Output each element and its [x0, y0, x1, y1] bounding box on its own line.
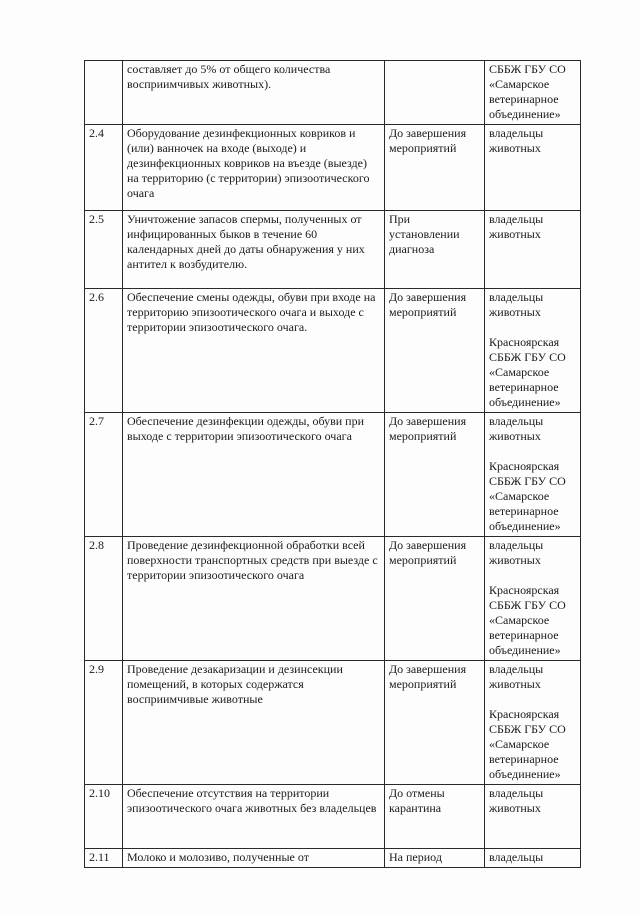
row-term: До завершения мероприятий	[385, 413, 485, 537]
row-term: До отмены карантина	[385, 785, 485, 849]
table-row	[85, 785, 581, 849]
action-text: составляет до 5% от общего количества восприимчивых животных).	[127, 62, 331, 91]
responsible-line: ветеринарное	[489, 752, 559, 766]
responsible-line: владельцы	[489, 126, 544, 140]
responsible-gap	[489, 692, 576, 707]
row-action	[123, 211, 385, 289]
row-number: 2.6	[85, 289, 123, 413]
table-row	[85, 289, 581, 413]
responsible-line: объединение»	[489, 767, 561, 781]
measures-table	[84, 60, 581, 868]
responsible-line: Красноярская	[489, 583, 560, 597]
table-body	[85, 61, 581, 868]
responsible-line: владельцы	[489, 850, 544, 864]
responsible-line: животных	[489, 227, 541, 241]
responsible-line: владельцы	[489, 786, 544, 800]
row-number: 2.7	[85, 413, 123, 537]
responsible-line: СББЖ ГБУ СО	[489, 350, 566, 364]
responsible-line: ветеринарное	[489, 628, 559, 642]
table-row	[85, 61, 581, 125]
row-action	[123, 61, 385, 125]
row-responsible	[485, 661, 581, 785]
row-action	[123, 125, 385, 211]
row-term: До завершения мероприятий	[385, 125, 485, 211]
action-text: Обеспечение отсутствия на территории эпизоотического очага животных без владельцев	[127, 786, 377, 815]
row-term: До завершения мероприятий	[385, 289, 485, 413]
responsible-line: объединение»	[489, 643, 561, 657]
table-row	[85, 413, 581, 537]
row-responsible	[485, 289, 581, 413]
row-responsible	[485, 849, 581, 868]
responsible-gap	[489, 568, 576, 583]
responsible-line: владельцы	[489, 414, 544, 428]
responsible-line: «Самарское	[489, 365, 550, 379]
action-text: Оборудование дезинфекционных ковриков и (или) ванночек на входе (выходе) и дезинфекционных ковриков на въезде (выезде) на территорию (с территории) эпизоотического очага	[127, 126, 370, 200]
row-number: 2.10	[85, 785, 123, 849]
table-row	[85, 537, 581, 661]
row-number: 2.8	[85, 537, 123, 661]
row-responsible	[485, 785, 581, 849]
row-number: 2.9	[85, 661, 123, 785]
row-action	[123, 785, 385, 849]
row-action	[123, 413, 385, 537]
action-text: Проведение дезакаризации и дезинсекции помещений, в которых содержатся восприимчивые животные	[127, 662, 343, 706]
responsible-line: Красноярская	[489, 459, 560, 473]
responsible-line: СББЖ ГБУ СО	[489, 474, 566, 488]
row-term: При установлении диагноза	[385, 211, 485, 289]
row-responsible	[485, 211, 581, 289]
row-action	[123, 661, 385, 785]
row-action	[123, 289, 385, 413]
responsible-line: СББЖ ГБУ СО	[489, 598, 566, 612]
action-text: Уничтожение запасов спермы, полученных от инфицированных быков в течение 60 календарных дней до даты обнаружения у них антител к возбудителю.	[127, 212, 365, 271]
responsible-line: «Самарское	[489, 737, 550, 751]
action-text: Обеспечение дезинфекции одежды, обуви при выходе с территории эпизоотического очага	[127, 414, 365, 443]
row-responsible	[485, 125, 581, 211]
row-responsible	[485, 61, 581, 125]
responsible-line: владельцы	[489, 538, 544, 552]
row-responsible	[485, 413, 581, 537]
responsible-line: животных	[489, 677, 541, 691]
responsible-gap	[489, 444, 576, 459]
responsible-line: животных	[489, 429, 541, 443]
row-action	[123, 849, 385, 868]
row-number	[85, 61, 123, 125]
responsible-line: СББЖ ГБУ СО	[489, 62, 566, 76]
responsible-line: объединение»	[489, 107, 561, 121]
responsible-gap	[489, 320, 576, 335]
responsible-line: «Самарское	[489, 613, 550, 627]
row-term: До завершения мероприятий	[385, 537, 485, 661]
row-responsible	[485, 537, 581, 661]
row-term: До завершения мероприятий	[385, 661, 485, 785]
row-number: 2.11	[85, 849, 123, 868]
responsible-line: ветеринарное	[489, 380, 559, 394]
row-term: На период	[385, 849, 485, 868]
responsible-line: Красноярская	[489, 707, 560, 721]
responsible-line: объединение»	[489, 519, 561, 533]
responsible-line: ветеринарное	[489, 92, 559, 106]
row-number: 2.5	[85, 211, 123, 289]
table-row	[85, 211, 581, 289]
responsible-line: владельцы	[489, 662, 544, 676]
responsible-line: животных	[489, 305, 541, 319]
responsible-line: животных	[489, 553, 541, 567]
table-row	[85, 849, 581, 868]
action-text: Проведение дезинфекционной обработки всей поверхности транспортных средств при выезде с территории эпизоотического очага	[127, 538, 378, 582]
responsible-line: «Самарское	[489, 77, 550, 91]
responsible-line: владельцы	[489, 212, 544, 226]
responsible-line: ветеринарное	[489, 504, 559, 518]
row-number: 2.4	[85, 125, 123, 211]
responsible-line: объединение»	[489, 395, 561, 409]
responsible-line: владельцы	[489, 290, 544, 304]
responsible-line: животных	[489, 801, 541, 815]
row-term	[385, 61, 485, 125]
row-action	[123, 537, 385, 661]
action-text: Молоко и молозиво, полученные от	[127, 850, 309, 864]
responsible-line: СББЖ ГБУ СО	[489, 722, 566, 736]
responsible-line: животных	[489, 141, 541, 155]
responsible-line: «Самарское	[489, 489, 550, 503]
action-text: Обеспечение смены одежды, обуви при входе на территорию эпизоотического очага и выходе с территории эпизоотического очага.	[127, 290, 376, 334]
table-row	[85, 661, 581, 785]
table-row	[85, 125, 581, 211]
responsible-line: Красноярская	[489, 335, 560, 349]
